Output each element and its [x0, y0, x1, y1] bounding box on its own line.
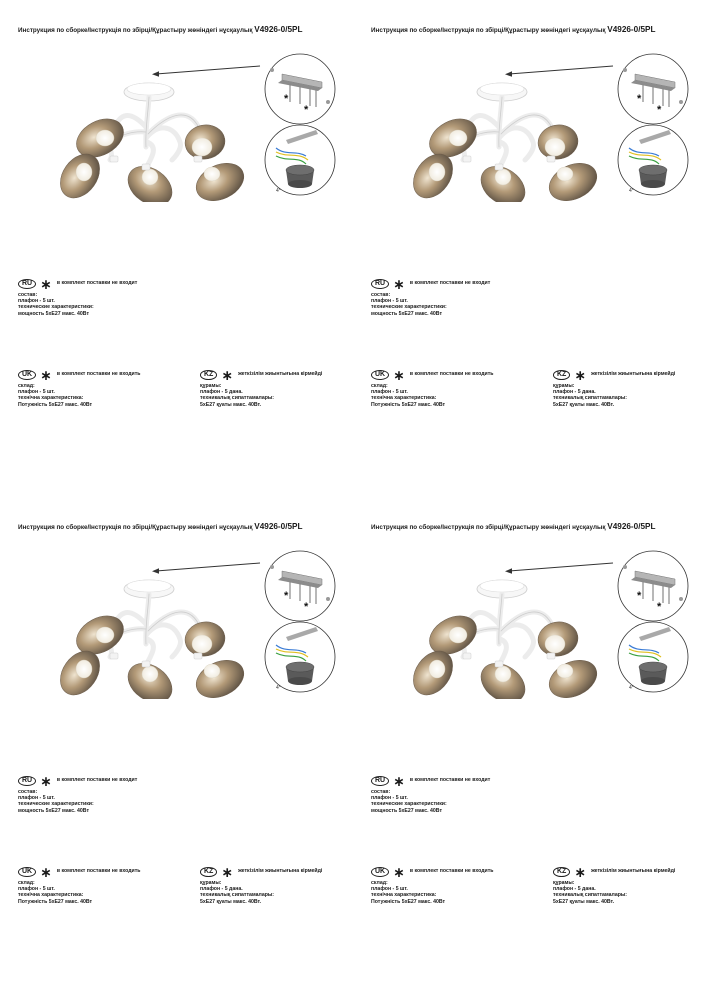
spec-line: техникалық сипаттамалары: [200, 395, 275, 402]
spec-line: 5хЕ27 қуаты макс. 40Вт. [553, 401, 615, 408]
asterisk-icon: ∗ [40, 366, 52, 383]
sheet-copy-bottom-right [353, 497, 705, 987]
spec-line: склад: [18, 383, 35, 389]
spec-line: мощность 5хЕ27 макс. 40Вт [18, 807, 89, 814]
asterisk-icon: ∗ [40, 772, 52, 789]
spec-line: технічна характеристика: [18, 892, 84, 899]
svg-text:*: * [284, 93, 289, 105]
spec-line: плафон - 5 шт. [18, 298, 55, 305]
spec-line: склад: [371, 880, 388, 886]
language-badge-uk: UK [371, 370, 389, 380]
spec-line: Потужність 5хЕ27 макс. 40Вт [18, 898, 93, 905]
not-included-note: жеткізілім жиынтығына кірмейді [591, 371, 676, 378]
spec-line: 5хЕ27 қуаты макс. 40Вт. [200, 401, 262, 408]
svg-text:*: * [284, 590, 289, 602]
asterisk-icon: ∗ [221, 863, 234, 880]
spec-line: құрамы: [200, 880, 222, 886]
wiring-canopy-icon [265, 622, 335, 692]
not-included-note: в комплект поставки не входить [409, 868, 494, 875]
mounting-bracket-icon [618, 551, 688, 621]
spec-line: плафон - 5 дана. [200, 886, 243, 893]
russian-section [18, 275, 138, 317]
asterisk-icon: ∗ [393, 366, 405, 383]
ukrainian-section [18, 366, 141, 408]
spec-line: технічна характеристика: [18, 395, 84, 402]
asterisk-icon: ∗ [40, 275, 52, 292]
sheet-copy-bottom-left [0, 497, 352, 987]
svg-text:*: * [637, 93, 642, 105]
spec-line: состав: [371, 292, 391, 298]
language-badge-kz: KZ [553, 370, 570, 380]
svg-text:*: * [304, 104, 309, 116]
spec-line: 5хЕ27 қуаты макс. 40Вт. [553, 898, 615, 905]
asterisk-icon: ∗ [393, 772, 405, 789]
not-included-note: в комплект поставки не входит [56, 280, 138, 287]
model-number: V4926-0/5PL [254, 522, 303, 531]
mounting-bracket-icon [265, 54, 335, 124]
spec-line: 5хЕ27 қуаты макс. 40Вт. [200, 898, 262, 905]
spec-line: технические характеристики: [18, 801, 94, 808]
spec-line: состав: [18, 292, 38, 298]
model-number: V4926-0/5PL [607, 522, 656, 531]
asterisk-icon: ∗ [40, 863, 52, 880]
spec-line: Потужність 5хЕ27 макс. 40Вт [371, 898, 446, 905]
not-included-note: в комплект поставки не входит [409, 280, 491, 287]
spec-line: плафон - 5 дана. [553, 389, 596, 396]
ceiling-lamp-illustration [403, 52, 703, 202]
spec-line: плафон - 5 шт. [18, 795, 55, 802]
sheet-title: Инструкция по сборке/Інструкція по збірці/Құрастыру жөніндегі нұсқаулық V4926-0/5PL [18, 522, 303, 531]
svg-text:4°: 4° [629, 685, 634, 691]
spec-line: құрамы: [200, 383, 222, 389]
asterisk-icon: ∗ [393, 275, 405, 292]
model-number: V4926-0/5PL [254, 25, 303, 34]
spec-line: плафон - 5 шт. [371, 298, 408, 305]
spec-line: техникалық сипаттамалары: [200, 892, 275, 899]
not-included-note: в комплект поставки не входить [56, 868, 141, 875]
mounting-bracket-icon [618, 54, 688, 124]
spec-line: состав: [371, 789, 391, 795]
language-badge-ru: RU [18, 279, 36, 289]
kazakh-section [200, 366, 323, 408]
not-included-note: жеткізілім жиынтығына кірмейді [591, 868, 676, 875]
language-badge-kz: KZ [553, 867, 570, 877]
spec-line: мощность 5хЕ27 макс. 40Вт [371, 310, 442, 317]
language-badge-uk: UK [371, 867, 389, 877]
kazakh-section [200, 863, 323, 905]
not-included-note: в комплект поставки не входит [56, 777, 138, 784]
language-badge-uk: UK [18, 370, 36, 380]
spec-line: склад: [18, 880, 35, 886]
kazakh-section [553, 863, 676, 905]
kazakh-section [553, 366, 676, 408]
spec-line: плафон - 5 шт. [18, 886, 55, 893]
mounting-bracket-icon [265, 551, 335, 621]
not-included-note: в комплект поставки не входить [409, 371, 494, 378]
language-badge-ru: RU [371, 279, 389, 289]
not-included-note: жеткізілім жиынтығына кірмейді [238, 371, 323, 378]
sheet-copy-top-right [353, 0, 705, 490]
asterisk-icon: ∗ [393, 863, 405, 880]
not-included-note: в комплект поставки не входить [56, 371, 141, 378]
not-included-note: жеткізілім жиынтығына кірмейді [238, 868, 323, 875]
sheet-title: Инструкция по сборке/Інструкція по збірці/Құрастыру жөніндегі нұсқаулық V4926-0/5PL [371, 25, 656, 34]
spec-line: Потужність 5хЕ27 макс. 40Вт [18, 401, 93, 408]
language-badge-uk: UK [18, 867, 36, 877]
not-included-note: в комплект поставки не входит [409, 777, 491, 784]
spec-line: плафон - 5 дана. [200, 389, 243, 396]
svg-text:*: * [657, 104, 662, 116]
asterisk-icon: ∗ [574, 366, 587, 383]
spec-line: состав: [18, 789, 38, 795]
ukrainian-section [371, 366, 494, 408]
spec-line: плафон - 5 шт. [18, 389, 55, 396]
spec-line: мощность 5хЕ27 макс. 40Вт [18, 310, 89, 317]
ukrainian-section [371, 863, 494, 905]
model-number: V4926-0/5PL [607, 25, 656, 34]
spec-line: плафон - 5 шт. [371, 795, 408, 802]
sheet-copy-top-left [0, 0, 352, 490]
russian-section [371, 275, 491, 317]
language-badge-kz: KZ [200, 370, 217, 380]
spec-line: технічна характеристика: [371, 892, 437, 899]
spec-line: склад: [371, 383, 388, 389]
sheet-title: Инструкция по сборке/Інструкція по збірці/Құрастыру жөніндегі нұсқаулық V4926-0/5PL [18, 25, 303, 34]
svg-text:*: * [304, 601, 309, 613]
russian-section [18, 772, 138, 814]
ceiling-lamp-illustration [50, 549, 350, 699]
svg-text:4°: 4° [629, 188, 634, 194]
spec-line: технические характеристики: [371, 304, 447, 311]
wiring-canopy-icon [265, 125, 335, 195]
spec-line: құрамы: [553, 880, 575, 886]
wiring-canopy-icon [618, 622, 688, 692]
spec-line: плафон - 5 шт. [371, 886, 408, 893]
svg-text:4°: 4° [276, 188, 281, 194]
russian-section [371, 772, 491, 814]
spec-line: техникалық сипаттамалары: [553, 395, 628, 402]
svg-text:*: * [637, 590, 642, 602]
spec-line: құрамы: [553, 383, 575, 389]
language-badge-ru: RU [371, 776, 389, 786]
spec-line: плафон - 5 шт. [371, 389, 408, 396]
spec-line: плафон - 5 дана. [553, 886, 596, 893]
sheet-title: Инструкция по сборке/Інструкція по збірці/Құрастыру жөніндегі нұсқаулық V4926-0/5PL [371, 522, 656, 531]
spec-line: техникалық сипаттамалары: [553, 892, 628, 899]
svg-text:4°: 4° [276, 685, 281, 691]
language-badge-kz: KZ [200, 867, 217, 877]
spec-line: технічна характеристика: [371, 395, 437, 402]
ceiling-lamp-illustration [50, 52, 350, 202]
spec-line: мощность 5хЕ27 макс. 40Вт [371, 807, 442, 814]
spec-line: Потужність 5хЕ27 макс. 40Вт [371, 401, 446, 408]
language-badge-ru: RU [18, 776, 36, 786]
spec-line: технические характеристики: [371, 801, 447, 808]
asterisk-icon: ∗ [221, 366, 234, 383]
ceiling-lamp-illustration [403, 549, 703, 699]
asterisk-icon: ∗ [574, 863, 587, 880]
wiring-canopy-icon [618, 125, 688, 195]
spec-line: технические характеристики: [18, 304, 94, 311]
svg-text:*: * [657, 601, 662, 613]
ukrainian-section [18, 863, 141, 905]
